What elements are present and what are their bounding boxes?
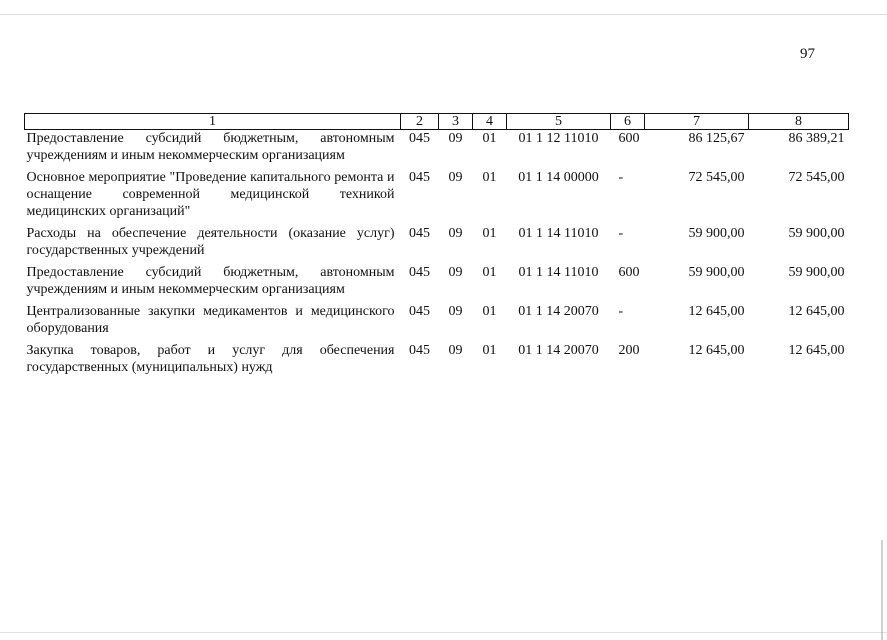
cell-section: 09 [448, 226, 463, 241]
table-row [25, 169, 849, 225]
column-header-1: 1 [25, 114, 401, 130]
cell-ministry-code: 045 [409, 304, 430, 319]
cell-section: 09 [448, 170, 463, 185]
cell-ministry-code: 045 [409, 343, 430, 358]
row-description: Основное мероприятие "Проведение капитального ремонта и оснащение современной медицинской техникой медицинских организаций" [26, 170, 395, 219]
cell-target-article: 01 1 12 11010 [518, 131, 599, 146]
table-row [25, 130, 849, 170]
cell-amount-year-1: 59 900,00 [688, 265, 745, 280]
page-number: 97 [800, 46, 815, 62]
table-row [25, 303, 849, 342]
cell-ministry-code: 045 [409, 265, 430, 280]
column-header-2: 2 [401, 114, 439, 130]
row-description: Предоставление субсидий бюджетным, автономным учреждениям и иным некоммерческим организациям [26, 131, 395, 163]
column-header-4: 4 [473, 114, 507, 130]
cell-amount-year-2: 59 900,00 [788, 265, 845, 280]
cell-section: 09 [448, 304, 463, 319]
scan-edge-bottom [0, 632, 887, 633]
cell-subsection: 01 [482, 226, 497, 241]
cell-target-article: 01 1 14 11010 [518, 265, 599, 280]
column-header-5: 5 [507, 114, 611, 130]
cell-target-article: 01 1 14 00000 [518, 170, 599, 185]
row-description: Расходы на обеспечение деятельности (оказание услуг) государственных учреждений [26, 226, 395, 258]
cell-expense-type: - [618, 226, 624, 241]
cell-section: 09 [448, 343, 463, 358]
column-header-3: 3 [439, 114, 473, 130]
cell-target-article: 01 1 14 20070 [518, 304, 599, 319]
column-header-7: 7 [645, 114, 749, 130]
row-description: Закупка товаров, работ и услуг для обеспечения государственных (муниципальных) нужд [26, 343, 395, 375]
cell-subsection: 01 [482, 343, 497, 358]
cell-expense-type: 600 [618, 265, 640, 280]
cell-amount-year-2: 12 645,00 [788, 304, 845, 319]
cell-target-article: 01 1 14 20070 [518, 343, 599, 358]
column-header-8: 8 [749, 114, 849, 130]
row-description: Предоставление субсидий бюджетным, автономным учреждениям и иным некоммерческим организациям [26, 265, 395, 297]
cell-ministry-code: 045 [409, 131, 430, 146]
cell-amount-year-2: 86 389,21 [788, 131, 845, 146]
cell-expense-type: - [618, 304, 624, 319]
column-header-6: 6 [611, 114, 645, 130]
scan-edge-top [0, 14, 887, 15]
cell-amount-year-2: 12 645,00 [788, 343, 845, 358]
cell-ministry-code: 045 [409, 226, 430, 241]
table-row [25, 342, 849, 381]
cell-subsection: 01 [482, 265, 497, 280]
scan-edge-right [881, 540, 883, 640]
cell-subsection: 01 [482, 131, 497, 146]
cell-expense-type: 600 [618, 131, 640, 146]
cell-subsection: 01 [482, 170, 497, 185]
cell-target-article: 01 1 14 11010 [518, 226, 599, 241]
cell-amount-year-1: 72 545,00 [688, 170, 745, 185]
cell-amount-year-1: 12 645,00 [688, 304, 745, 319]
cell-expense-type: - [618, 170, 624, 185]
cell-amount-year-2: 59 900,00 [788, 226, 845, 241]
cell-amount-year-2: 72 545,00 [788, 170, 845, 185]
budget-table [24, 113, 849, 381]
cell-ministry-code: 045 [409, 170, 430, 185]
cell-amount-year-1: 86 125,67 [688, 131, 745, 146]
cell-amount-year-1: 12 645,00 [688, 343, 745, 358]
cell-section: 09 [448, 265, 463, 280]
row-description: Централизованные закупки медикаментов и медицинского оборудования [26, 304, 395, 336]
table-row [25, 264, 849, 303]
cell-subsection: 01 [482, 304, 497, 319]
cell-amount-year-1: 59 900,00 [688, 226, 745, 241]
cell-expense-type: 200 [618, 343, 640, 358]
cell-section: 09 [448, 131, 463, 146]
table-header-row [25, 114, 849, 130]
table-row [25, 225, 849, 264]
